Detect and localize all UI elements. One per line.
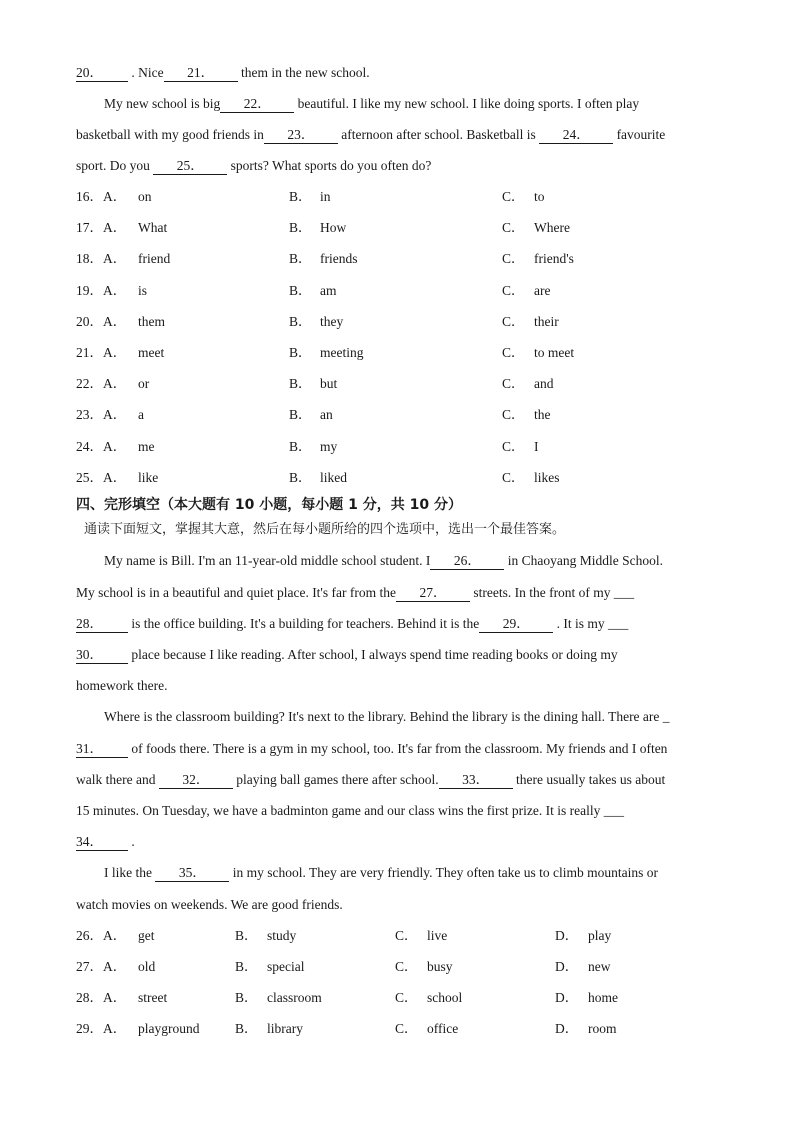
option-c[interactable]: office xyxy=(427,1021,459,1036)
option-d[interactable]: new xyxy=(588,959,611,974)
question-number-option-a-label: 26．A． xyxy=(76,928,127,943)
question-number-option-a-label: 19．A． xyxy=(76,282,127,298)
option-c-label: C． xyxy=(502,282,525,298)
option-c[interactable]: Where xyxy=(534,220,570,236)
question-row xyxy=(76,250,736,268)
question-row xyxy=(76,406,736,424)
option-c-label: C． xyxy=(502,438,525,454)
blank-29: 29． xyxy=(479,616,553,633)
passage2-line xyxy=(76,615,628,633)
blank-34: 34． xyxy=(76,834,128,851)
option-c-label: C． xyxy=(502,189,525,204)
question-number-option-a-label: 29．A． xyxy=(76,1021,127,1036)
option-b-label: B． xyxy=(235,928,258,943)
passage1-line xyxy=(104,95,639,113)
option-a[interactable]: a xyxy=(138,407,144,423)
option-c[interactable]: their xyxy=(534,313,559,329)
option-b-label: B． xyxy=(289,313,312,329)
passage2-line xyxy=(76,802,624,820)
text: of foods there. There is a gym in my school, too. It's far from the classroom. My friends and I often xyxy=(128,741,668,756)
text: homework there. xyxy=(76,678,168,693)
question-row xyxy=(76,313,736,331)
blank-22: 22． xyxy=(220,96,294,113)
option-d-label: D． xyxy=(555,1021,579,1036)
option-b[interactable]: an xyxy=(320,407,333,423)
option-c-label: C． xyxy=(395,959,418,974)
blank-20: 20． xyxy=(76,65,128,82)
option-b[interactable]: meeting xyxy=(320,345,364,360)
blank-32: 32． xyxy=(159,772,233,789)
blank-27: 27． xyxy=(396,585,470,602)
option-c[interactable]: friend's xyxy=(534,251,574,267)
option-a[interactable]: friend xyxy=(138,251,171,267)
option-c[interactable]: to meet xyxy=(534,345,575,360)
question-number-option-a-label: 24．A． xyxy=(76,438,127,454)
option-a[interactable]: What xyxy=(138,220,168,236)
option-c-label: C． xyxy=(395,928,418,943)
blank-23: 23． xyxy=(264,127,338,144)
option-c[interactable]: busy xyxy=(427,959,453,974)
option-d[interactable]: room xyxy=(588,1021,617,1036)
option-b-label: B． xyxy=(235,990,258,1005)
option-c-label: C． xyxy=(502,376,525,392)
option-d-label: D． xyxy=(555,928,579,943)
question-row xyxy=(76,927,736,945)
option-a[interactable]: get xyxy=(138,928,155,943)
text: 15 minutes. On Tuesday, we have a badminton game and our class wins the first prize. It is really ___ xyxy=(76,803,625,818)
option-b[interactable]: special xyxy=(267,959,305,974)
option-b[interactable]: library xyxy=(267,1021,303,1036)
question-number-option-a-label: 23．A． xyxy=(76,407,127,423)
text: . It is my ___ xyxy=(553,616,629,631)
option-c-label: C． xyxy=(502,220,525,236)
option-a[interactable]: meet xyxy=(138,345,165,360)
text: streets. In the front of my ___ xyxy=(469,585,635,600)
question-row xyxy=(76,989,736,1007)
option-b[interactable]: How xyxy=(320,220,347,236)
option-b[interactable]: study xyxy=(267,928,297,943)
blank-26: 26． xyxy=(430,553,504,570)
text: walk there and xyxy=(76,772,159,787)
blank-31: 31． xyxy=(76,741,128,758)
blank-33: 33． xyxy=(439,772,513,789)
text: watch movies on weekends. We are good friends. xyxy=(76,897,343,912)
text: My school is in a beautiful and quiet place. It's far from the xyxy=(76,585,396,600)
option-b[interactable]: friends xyxy=(320,251,358,267)
question-number-option-a-label: 21．A． xyxy=(76,345,127,360)
passage2-line xyxy=(76,584,634,602)
text: beautiful. I like my new school. I like doing sports. I often play xyxy=(294,96,640,111)
option-c-label: C． xyxy=(502,407,525,423)
option-a[interactable]: playground xyxy=(138,1021,200,1036)
text: is the office building. It's a building for teachers. Behind it is the xyxy=(128,616,480,631)
blank-28: 28． xyxy=(76,616,128,633)
question-number-option-a-label: 25．A． xyxy=(76,469,127,485)
passage2-line xyxy=(104,552,663,570)
text: there usually takes us about xyxy=(512,772,666,787)
option-c[interactable]: school xyxy=(427,990,463,1005)
text: favourite xyxy=(613,127,666,142)
option-d-label: D． xyxy=(555,990,579,1005)
option-c-label: C． xyxy=(395,990,418,1005)
text: . xyxy=(128,834,135,849)
option-a[interactable]: old xyxy=(138,959,156,974)
question-row xyxy=(76,219,736,237)
passage2-line xyxy=(76,740,667,758)
option-b-label: B． xyxy=(289,407,312,423)
passage2-line xyxy=(104,708,670,726)
blank-25: 25． xyxy=(153,158,227,175)
option-c[interactable]: likes xyxy=(534,469,560,485)
text: My new school is big xyxy=(104,96,221,111)
option-b[interactable]: they xyxy=(320,313,344,329)
text: them in the new school. xyxy=(237,65,370,80)
passage1-line xyxy=(76,157,431,175)
option-b-label: B． xyxy=(235,1021,258,1036)
passage2-line xyxy=(104,864,658,882)
question-row xyxy=(76,438,736,456)
option-a[interactable]: me xyxy=(138,438,155,454)
question-row xyxy=(76,375,736,393)
question-row xyxy=(76,469,736,487)
text: place because I like reading. After school, I always spend time reading books or doing my xyxy=(128,647,618,662)
text: . Nice xyxy=(128,65,164,80)
option-b[interactable]: my xyxy=(320,438,338,454)
text: sport. Do you xyxy=(76,158,154,173)
option-b-label: B． xyxy=(289,376,312,392)
passage2-line xyxy=(76,896,343,914)
option-c-label: C． xyxy=(395,1021,418,1036)
text: sports? What sports do you often do? xyxy=(227,158,432,173)
question-number-option-a-label: 22．A． xyxy=(76,376,127,392)
text: basketball with my good friends in xyxy=(76,127,264,142)
passage2-line xyxy=(76,646,618,664)
passage2-line xyxy=(76,677,167,695)
text: playing ball games there after school. xyxy=(232,772,439,787)
text: afternoon after school. Basketball is xyxy=(337,127,540,142)
option-b-label: B． xyxy=(289,220,312,236)
option-c[interactable]: and xyxy=(534,376,554,392)
question-row xyxy=(76,344,736,362)
option-b-label: B． xyxy=(289,469,312,485)
option-b-label: B． xyxy=(289,251,312,267)
option-d[interactable]: play xyxy=(588,928,612,943)
option-b[interactable]: am xyxy=(320,282,337,298)
section-instruction: 通读下面短文，掌握其大意，然后在每小题所给的四个选项中，选出一个最佳答案。 xyxy=(84,522,566,537)
option-a[interactable]: on xyxy=(138,189,152,204)
text: in Chaoyang Middle School. xyxy=(504,553,663,568)
passage1-line xyxy=(76,64,370,82)
option-a[interactable]: is xyxy=(138,282,148,298)
option-b[interactable]: classroom xyxy=(267,990,322,1005)
question-number-option-a-label: 17．A． xyxy=(76,220,127,236)
text: in my school. They are very friendly. They often take us to climb mountains or xyxy=(229,865,659,880)
text: Where is the classroom building? It's next to the library. Behind the library is the dining hall. There are _ xyxy=(104,709,670,724)
question-number-option-a-label: 16．A． xyxy=(76,189,127,204)
option-a[interactable]: street xyxy=(138,990,168,1005)
blank-35: 35． xyxy=(155,865,229,882)
option-c-label: C． xyxy=(502,469,525,485)
option-c[interactable]: I xyxy=(534,438,539,454)
option-b-label: B． xyxy=(289,189,312,204)
passage2-line xyxy=(76,833,135,851)
blank-30: 30． xyxy=(76,647,128,664)
option-c-label: C． xyxy=(502,345,525,360)
question-row xyxy=(76,1020,736,1038)
option-c[interactable]: are xyxy=(534,282,551,298)
question-number-option-a-label: 27．A． xyxy=(76,959,127,974)
option-b[interactable]: but xyxy=(320,376,338,392)
passage1-line xyxy=(76,126,665,144)
option-c[interactable]: the xyxy=(534,407,551,423)
question-row xyxy=(76,282,736,300)
option-c[interactable]: to xyxy=(534,189,545,204)
option-d[interactable]: home xyxy=(588,990,618,1005)
option-c[interactable]: live xyxy=(427,928,448,943)
option-c-label: C． xyxy=(502,313,525,329)
question-number-option-a-label: 18．A． xyxy=(76,251,127,267)
option-b-label: B． xyxy=(235,959,258,974)
option-b-label: B． xyxy=(289,345,312,360)
option-a[interactable]: them xyxy=(138,313,165,329)
option-b[interactable]: in xyxy=(320,189,331,204)
text: My name is Bill. I'm an 11-year-old middle school student. I xyxy=(104,553,431,568)
passage2-line xyxy=(76,771,665,789)
option-b-label: B． xyxy=(289,438,312,454)
section-heading: 四、完形填空（本大题有 10 小题，每小题 1 分，共 10 分） xyxy=(76,497,462,513)
option-b-label: B． xyxy=(289,282,312,298)
question-number-option-a-label: 20．A． xyxy=(76,313,127,329)
text: I like the xyxy=(104,865,156,880)
option-b[interactable]: liked xyxy=(320,469,347,485)
question-number-option-a-label: 28．A． xyxy=(76,990,127,1005)
option-a[interactable]: or xyxy=(138,376,150,392)
question-row xyxy=(76,958,736,976)
question-row xyxy=(76,188,736,206)
option-a[interactable]: like xyxy=(138,469,159,485)
blank-24: 24． xyxy=(539,127,613,144)
option-c-label: C． xyxy=(502,251,525,267)
blank-21: 21． xyxy=(164,65,238,82)
option-d-label: D． xyxy=(555,959,579,974)
